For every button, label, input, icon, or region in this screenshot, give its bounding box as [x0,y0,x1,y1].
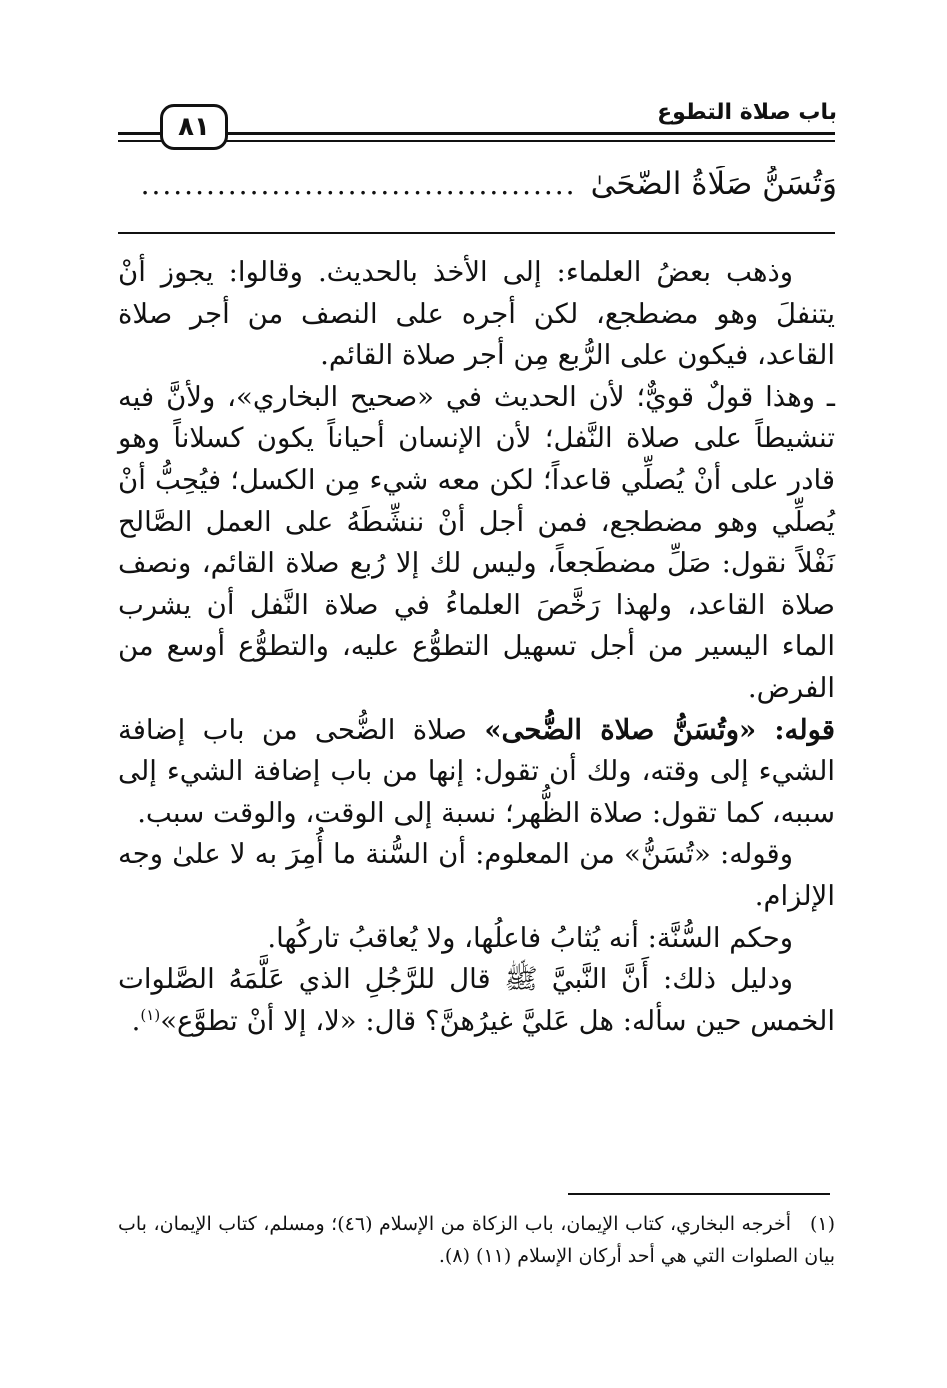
footnote-item [118,1208,835,1272]
footnotes [118,1208,835,1272]
paragraph-4: وقوله: «تُسَنُّ» من المعلوم: أن السُّنة ما أُمِرَ به لا علىٰ وجه الإلزام. [118,838,835,912]
matn-dots: ........................................ [140,168,577,201]
quote-label: قوله: «وتُسَنُّ صلاة الضُّحى» [484,713,835,746]
footnote-text: أخرجه البخاري، كتاب الإيمان، باب الزكاة من الإسلام (٤٦)؛ ومسلم، كتاب الإيمان، باب بيان الصلوات التي هي أحد أركان الإسلام (١١) (٨). [118,1213,835,1267]
footnote-ref[interactable]: (١) [140,1005,161,1024]
matn-text: وَتُسَنُّ صَلَاةُ الضّحَىٰ [590,166,837,202]
footnote-rule [568,1193,830,1195]
footnote-number: (١) [809,1213,835,1235]
paragraph-2: ـ وهذا قولٌ قويٌّ؛ لأن الحديث في «صحيح البخاري»، ولأنَّ فيه تنشيطاً على صلاة النَّفل؛ لأن الإنسان أحياناً يكون كسلاناً وهو قادر على أنْ يُصلِّي قاعداً؛ لكن معه شيء مِن الكسل؛ فيُحِبُّ أنْ يُصلِّي وهو مضطجع، فمن أجل أنْ ننشِّطَهُ على العمل الصَّالح نَفْلاً نقول: صَلِّ مضطَجعاً، وليس لك إلا رُبع صلاة القائم، ونصف صلاة القاعد، ولهذا رَخَّصَ العلماءُ في صلاة النَّفل أن يشرب الماء اليسير من أجل تسهيل التطوُّع عليه، والتطوُّع أوسع من الفرض. [118,380,835,704]
paragraph-3 [118,710,835,835]
body-text [118,252,835,1042]
paragraph-6-text: ودليل ذلك: أَنَّ النَّبيَّ ﷺ قال للرَّجُلِ الذي عَلَّمَهُ الصَّلوات الخمس حين سأله: هل عَليَّ غيرُهنَّ؟ قال: «لا، إلا أنْ تطوَّع» [118,963,835,1037]
paragraph-1: وذهب بعضُ العلماء: إلى الأخذ بالحديث. وقالوا: يجوز أنْ يتنفلَ وهو مضطجع، لكن أجره على النصف من أجر صلاة القاعد، فيكون على الرُّبع مِن أجر صلاة القائم. [118,256,835,372]
matn-rule [118,232,835,234]
paragraph-3-text: صلاة الضُّحى من باب إضافة الشيء إلى وقته، ولك أن تقول: إنها من باب إضافة الشيء إلى سببه، كما تقول: صلاة الظُّهر؛ نسبة إلى الوقت، والوقت سبب. [118,713,835,829]
paragraph-6 [118,959,835,1042]
matn-line [130,166,837,202]
running-title: باب صلاة التطوع [657,100,837,125]
paragraph-6-end: . [131,1004,141,1037]
page-number: ٨١ [160,104,228,150]
paragraph-5: وحكم السُّنَّة: أنه يُثابُ فاعلُها، ولا يُعاقبُ تاركُها. [267,921,793,954]
